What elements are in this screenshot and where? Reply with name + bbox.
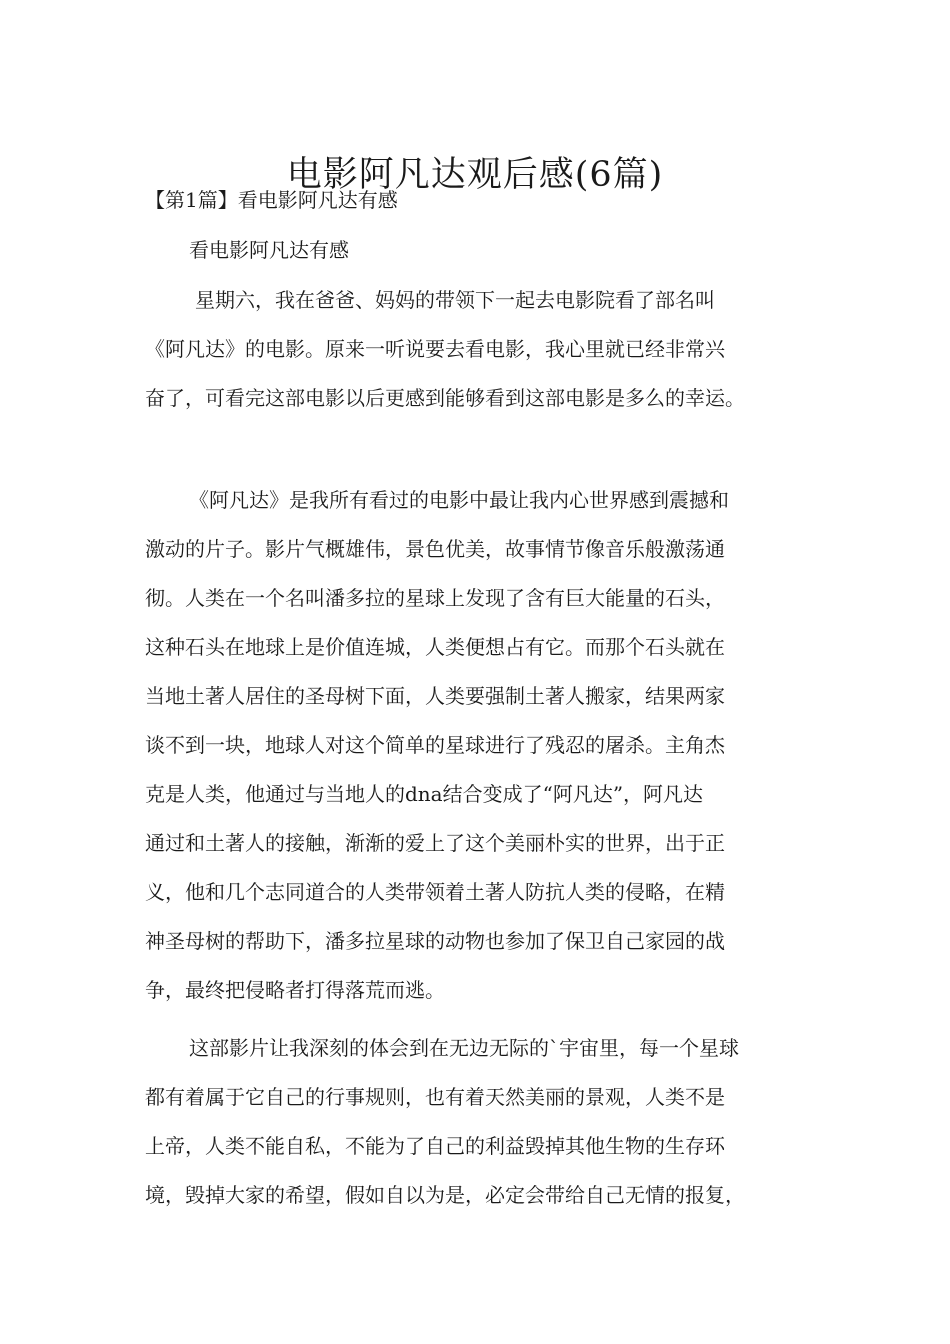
subheading-text: 看电影阿凡达有感 — [189, 238, 349, 262]
paragraph-3 — [145, 1024, 813, 1220]
paragraph-line: 星期六，我在爸爸、妈妈的带领下一起去电影院看了部名叫 — [195, 288, 715, 312]
paragraph-line: 《阿凡达》的电影。原来一听说要去看电影，我心里就已经非常兴 — [145, 337, 725, 361]
paragraph-line: 都有着属于它自己的行事规则，也有着天然美丽的景观，人类不是 — [145, 1085, 725, 1109]
paragraph-line: 通过和土著人的接触，渐渐的爱上了这个美丽朴实的世界，出于正 — [145, 831, 725, 855]
paragraph-line: 境，毁掉大家的希望，假如自以为是，必定会带给自己无情的报复， — [145, 1183, 745, 1207]
paragraph-line: 奋了，可看完这部电影以后更感到能够看到这部电影是多么的幸运。 — [145, 386, 745, 410]
paragraph-line: 上帝，人类不能自私，不能为了自己的利益毁掉其他生物的生存环 — [145, 1134, 725, 1158]
subheading — [145, 226, 813, 275]
paragraph-line: 这种石头在地球上是价值连城，人类便想占有它。而那个石头就在 — [145, 635, 725, 659]
document-title: 电影阿凡达观后感(6篇) — [286, 155, 664, 196]
paragraph-2 — [145, 476, 813, 1015]
section-heading: 【第1篇】看电影阿凡达有感 — [145, 188, 398, 212]
paragraph-line: 谈不到一块，地球人对这个简单的星球进行了残忍的屠杀。主角杰 — [145, 733, 725, 757]
paragraph-1 — [145, 276, 813, 423]
paragraph-line: 这部影片让我深刻的体会到在无边无际的`宇宙里，每一个星球 — [189, 1036, 739, 1060]
paragraph-line: 义，他和几个志同道合的人类带领着土著人防抗人类的侵略，在精 — [145, 880, 725, 904]
paragraph-line: 神圣母树的帮助下，潘多拉星球的动物也参加了保卫自己家园的战 — [145, 929, 725, 953]
paragraph-line: 彻。人类在一个名叫潘多拉的星球上发现了含有巨大能量的石头， — [145, 586, 725, 610]
paragraph-line: 当地土著人居住的圣母树下面，人类要强制土著人搬家，结果两家 — [145, 684, 725, 708]
paragraph-line: 激动的片子。影片气概雄伟，景色优美，故事情节像音乐般激荡通 — [145, 537, 725, 561]
paragraph-line: 《阿凡达》是我所有看过的电影中最让我内心世界感到震撼和 — [189, 488, 729, 512]
paragraph-line: 争，最终把侵略者打得落荒而逃。 — [145, 978, 445, 1002]
paragraph-line: 克是人类，他通过与当地人的dna结合变成了“阿凡达”，阿凡达 — [145, 782, 704, 806]
